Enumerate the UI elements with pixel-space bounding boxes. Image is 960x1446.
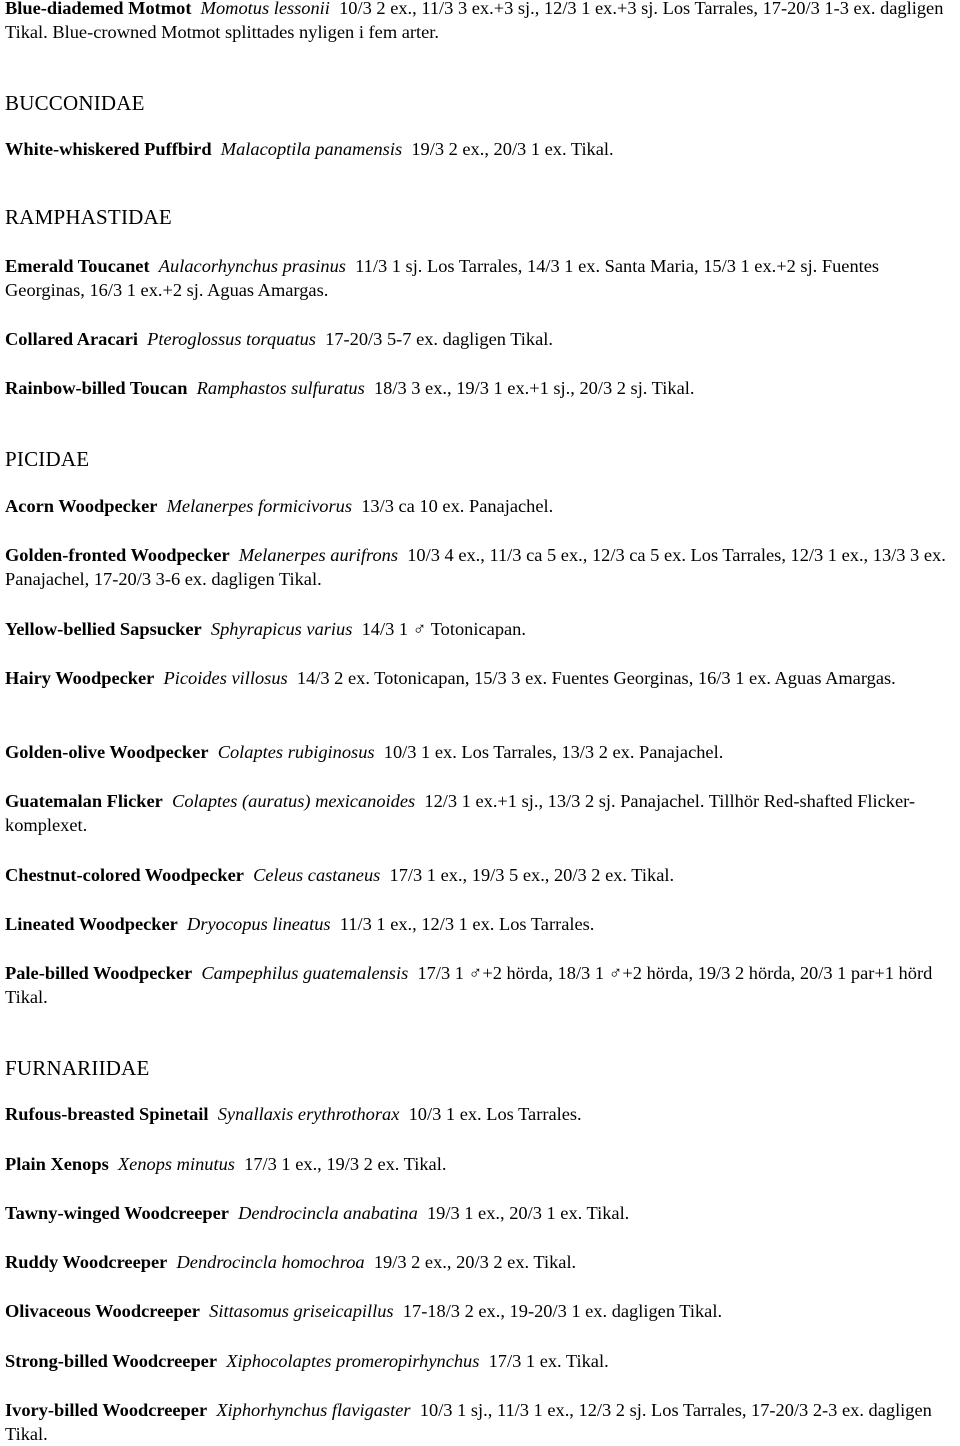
common-name: Tawny-winged Woodcreeper <box>5 1203 229 1223</box>
common-name: Ivory-billed Woodcreeper <box>5 1400 208 1420</box>
family-heading: FURNARIIDAE <box>5 1056 150 1080</box>
species-entry <box>5 0 955 44</box>
species-entry <box>5 912 955 936</box>
observations: 10/3 1 ex. Los Tarrales, 13/3 2 ex. Panajachel. <box>383 742 724 762</box>
observations: 17-18/3 2 ex., 19-20/3 1 ex. dagligen Tikal. <box>402 1301 723 1321</box>
common-name: Yellow-bellied Sapsucker <box>5 619 202 639</box>
common-name: Strong-billed Woodcreeper <box>5 1351 218 1371</box>
observations: 10/3 4 ex., 11/3 ca 5 ex., 12/3 ca 5 ex. Los Tarrales, 12/3 1 ex., 13/3 3 ex. Panajachel, 17-20/3 3-6 ex. dagligen Tikal. <box>5 545 946 589</box>
species-entry <box>5 617 955 641</box>
species-entry <box>5 1102 955 1126</box>
scientific-name: Melanerpes formicivorus <box>166 496 353 516</box>
species-entry <box>5 1349 955 1373</box>
species-entry <box>5 1398 955 1446</box>
family-heading: BUCCONIDAE <box>5 91 145 115</box>
scientific-name: Colaptes rubiginosus <box>217 742 375 762</box>
common-name: Golden-olive Woodpecker <box>5 742 209 762</box>
scientific-name: Melanerpes aurifrons <box>238 545 399 565</box>
observations: 19/3 1 ex., 20/3 1 ex. Tikal. <box>426 1203 630 1223</box>
scientific-name: Aulacorhynchus prasinus <box>158 256 346 276</box>
species-entry <box>5 863 955 887</box>
scientific-name: Malacoptila panamensis <box>220 139 403 159</box>
scientific-name: Momotus lessonii <box>200 0 330 18</box>
species-entry <box>5 1152 955 1176</box>
common-name: Blue-diademed Motmot <box>5 0 192 18</box>
scientific-name: Dendrocincla anabatina <box>238 1203 418 1223</box>
observations: 10/3 1 ex. Los Tarrales. <box>408 1104 582 1124</box>
scientific-name: Sittasomus griseicapillus <box>209 1301 394 1321</box>
species-entry <box>5 1201 955 1225</box>
observations: 17/3 1 ex. Tikal. <box>488 1351 609 1371</box>
species-entry <box>5 1250 955 1274</box>
common-name: Collared Aracari <box>5 329 138 349</box>
species-entry <box>5 137 955 161</box>
species-entry <box>5 961 955 1009</box>
scientific-name: Synallaxis erythrothorax <box>217 1104 400 1124</box>
species-entry <box>5 543 955 591</box>
observations: 19/3 2 ex., 20/3 1 ex. Tikal. <box>411 139 614 159</box>
scientific-name: Xiphorhynchus flavigaster <box>216 1400 411 1420</box>
scientific-name: Celeus castaneus <box>253 865 381 885</box>
observations: 12/3 1 ex.+1 sj., 13/3 2 sj. Panajachel. Tillhör Red-shafted Flicker-komplexet. <box>5 791 916 835</box>
scientific-name: Dryocopus lineatus <box>187 914 331 934</box>
common-name: Emerald Toucanet <box>5 256 150 276</box>
species-entry <box>5 666 955 690</box>
observations: 11/3 1 ex., 12/3 1 ex. Los Tarrales. <box>339 914 595 934</box>
species-entry <box>5 254 955 302</box>
observations: 14/3 2 ex. Totonicapan, 15/3 3 ex. Fuentes Georginas, 16/3 1 ex. Aguas Amargas. <box>296 668 896 688</box>
observations: 19/3 2 ex., 20/3 2 ex. Tikal. <box>373 1252 577 1272</box>
scientific-name: Ramphastos sulfuratus <box>196 378 365 398</box>
common-name: Hairy Woodpecker <box>5 668 155 688</box>
species-entry <box>5 789 955 837</box>
observations: 13/3 ca 10 ex. Panajachel. <box>361 496 554 516</box>
scientific-name: Picoides villosus <box>163 668 288 688</box>
common-name: White-whiskered Puffbird <box>5 139 212 159</box>
observations: 11/3 1 sj. Los Tarrales, 14/3 1 ex. Santa Maria, 15/3 1 ex.+2 sj. Fuentes Georginas, 16/3 1 ex.+2 sj. Aguas Amargas. <box>5 256 880 300</box>
family-heading: RAMPHASTIDAE <box>5 205 172 229</box>
common-name: Plain Xenops <box>5 1154 109 1174</box>
common-name: Lineated Woodpecker <box>5 914 178 934</box>
common-name: Guatemalan Flicker <box>5 791 163 811</box>
scientific-name: Colaptes (auratus) mexicanoides <box>172 791 416 811</box>
common-name: Chestnut-colored Woodpecker <box>5 865 244 885</box>
common-name: Golden-fronted Woodpecker <box>5 545 230 565</box>
scientific-name: Pteroglossus torquatus <box>147 329 316 349</box>
common-name: Ruddy Woodcreeper <box>5 1252 168 1272</box>
observations: 17/3 1 ex., 19/3 2 ex. Tikal. <box>244 1154 447 1174</box>
observations: 14/3 1 ♂ Totonicapan. <box>361 619 526 639</box>
species-entry <box>5 376 955 400</box>
species-entry <box>5 740 955 764</box>
scientific-name: Dendrocincla homochroa <box>176 1252 365 1272</box>
observations: 10/3 1 sj., 11/3 1 ex., 12/3 2 sj. Los Tarrales, 17-20/3 2-3 ex. dagligen Tikal. <box>5 1400 932 1444</box>
scientific-name: Sphyrapicus varius <box>210 619 353 639</box>
common-name: Pale-billed Woodpecker <box>5 963 193 983</box>
observations: 17-20/3 5-7 ex. dagligen Tikal. <box>325 329 553 349</box>
common-name: Rainbow-billed Toucan <box>5 378 188 398</box>
species-entry <box>5 494 955 518</box>
family-heading: PICIDAE <box>5 447 90 471</box>
common-name: Rufous-breasted Spinetail <box>5 1104 209 1124</box>
observations: 10/3 2 ex., 11/3 3 ex.+3 sj., 12/3 1 ex.+3 sj. Los Tarrales, 17-20/3 1-3 ex. dagligen Tikal. Blue-crowned Motmot splittades nyligen i fem arter. <box>5 0 944 42</box>
scientific-name: Campephilus guatemalensis <box>201 963 409 983</box>
common-name: Olivaceous Woodcreeper <box>5 1301 200 1321</box>
observations: 18/3 3 ex., 19/3 1 ex.+1 sj., 20/3 2 sj. Tikal. <box>373 378 695 398</box>
scientific-name: Xiphocolaptes promeropirhynchus <box>226 1351 480 1371</box>
species-entry <box>5 327 955 351</box>
scientific-name: Xenops minutus <box>117 1154 235 1174</box>
observations: 17/3 1 ex., 19/3 5 ex., 20/3 2 ex. Tikal. <box>389 865 675 885</box>
observations: 17/3 1 ♂+2 hörda, 18/3 1 ♂+2 hörda, 19/3 2 hörda, 20/3 1 par+1 hörd Tikal. <box>5 963 933 1007</box>
species-entry <box>5 1299 955 1323</box>
common-name: Acorn Woodpecker <box>5 496 158 516</box>
